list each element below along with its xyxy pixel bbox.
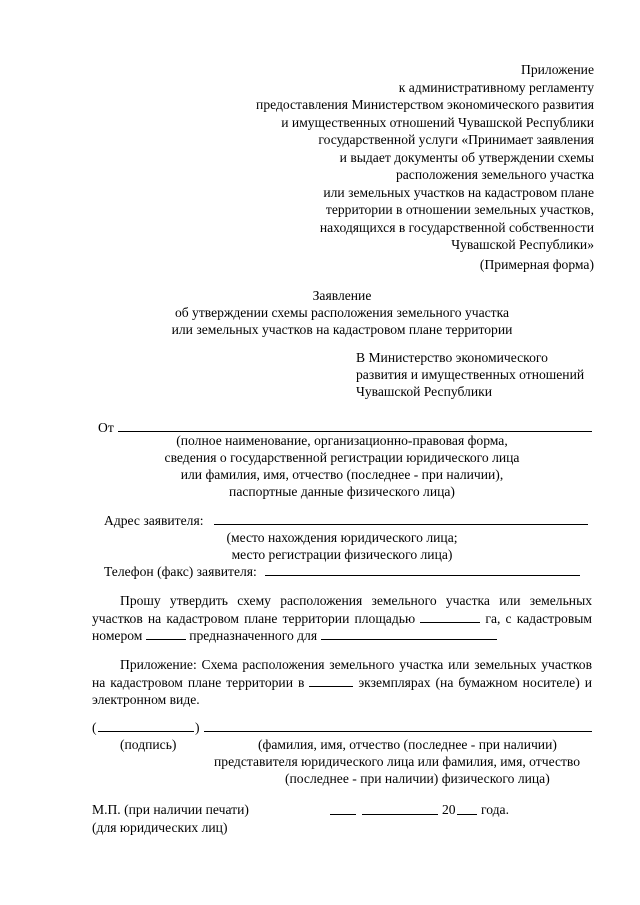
title-line: или земельных участков на кадастровом плане территории (171, 322, 513, 337)
from-hint: или фамилия, имя, отчество (последнее - при наличии), (180, 467, 504, 482)
year-suffix: года. (481, 802, 509, 817)
address-hint: (место нахождения юридического лица; (226, 530, 458, 545)
stamp-note: (для юридических лиц) (92, 820, 228, 835)
header-line: государственной услуги «Принимает заявления (318, 132, 594, 147)
year-prefix: 20 (442, 802, 456, 817)
attachment-paragraph (92, 656, 592, 709)
form-note: (Примерная форма) (479, 257, 594, 272)
stamp-note: М.П. (при наличии печати) (92, 802, 249, 817)
copies-input[interactable] (309, 674, 353, 687)
from-hint: сведения о государственной регистрации юридического лица (164, 450, 520, 465)
header-line: Чувашской Республики» (451, 237, 594, 252)
header-line: и имущественных отношений Чувашской Республики (281, 115, 594, 130)
day-input[interactable] (330, 802, 356, 815)
signature-input[interactable] (98, 719, 194, 732)
header-line: территории в отношении земельных участков, (325, 202, 594, 217)
header-line: и выдает документы об утверждении схемы (339, 150, 594, 165)
signer-hint: (фамилия, имя, отчество (последнее - при наличии) (258, 737, 557, 752)
attachment-text: Приложение: Схема расположения земельного участка или земельных участков на кадастровом плане территории в (92, 657, 592, 690)
address-label: Адрес заявителя: (104, 513, 204, 528)
addressee-line: Чувашской Республики (356, 384, 492, 399)
from-label: От (98, 420, 114, 435)
signature-open-paren: ( (92, 720, 97, 735)
cadastral-number-input[interactable] (146, 627, 186, 640)
signer-hint: представителя юридического лица или фамилия, имя, отчество (214, 754, 581, 769)
header-line: предоставления Министерством экономического развития (256, 97, 594, 112)
month-input[interactable] (362, 802, 438, 815)
title-line: об утверждении схемы расположения земельного участка (174, 305, 510, 320)
from-hint: (полное наименование, организационно-правовая форма, (176, 433, 508, 448)
addressee-line: развития и имущественных отношений (356, 367, 585, 382)
from-hint: паспортные данные физического лица) (229, 484, 455, 499)
header-line: или земельных участков на кадастровом плане (323, 185, 594, 200)
title-line: Заявление (312, 288, 372, 303)
address-hint: место регистрации физического лица) (231, 547, 453, 562)
signature-label: (подпись) (120, 737, 177, 752)
signer-name-input[interactable] (204, 719, 592, 732)
address-input-line[interactable] (214, 512, 588, 525)
signature-close-paren: ) (195, 720, 200, 735)
phone-input-line[interactable] (265, 563, 580, 576)
header-line: Приложение (521, 62, 594, 77)
header-line: расположения земельного участка (395, 167, 594, 182)
phone-label: Телефон (факс) заявителя: (104, 564, 257, 579)
area-input[interactable] (420, 610, 480, 623)
attachment-text: экземплярах (на бумажном носителе) и электронном виде. (92, 674, 592, 707)
purpose-input[interactable] (321, 627, 497, 640)
request-text: предназначенного для (189, 628, 318, 643)
request-text: Прошу утвердить схему расположения земельного участка или земельных участков на кадастровом плане территории площадью (92, 593, 592, 626)
from-input-line[interactable] (118, 419, 592, 432)
request-paragraph (92, 592, 592, 645)
signer-hint: (последнее - при наличии) физического лица) (285, 771, 550, 786)
request-text: га, с кадастровым номером (92, 610, 592, 643)
year-input[interactable] (457, 802, 477, 815)
header-line: к административному регламенту (398, 80, 594, 95)
header-line: находящихся в государственной собственности (319, 220, 594, 235)
addressee-line: В Министерство экономического (356, 350, 548, 365)
